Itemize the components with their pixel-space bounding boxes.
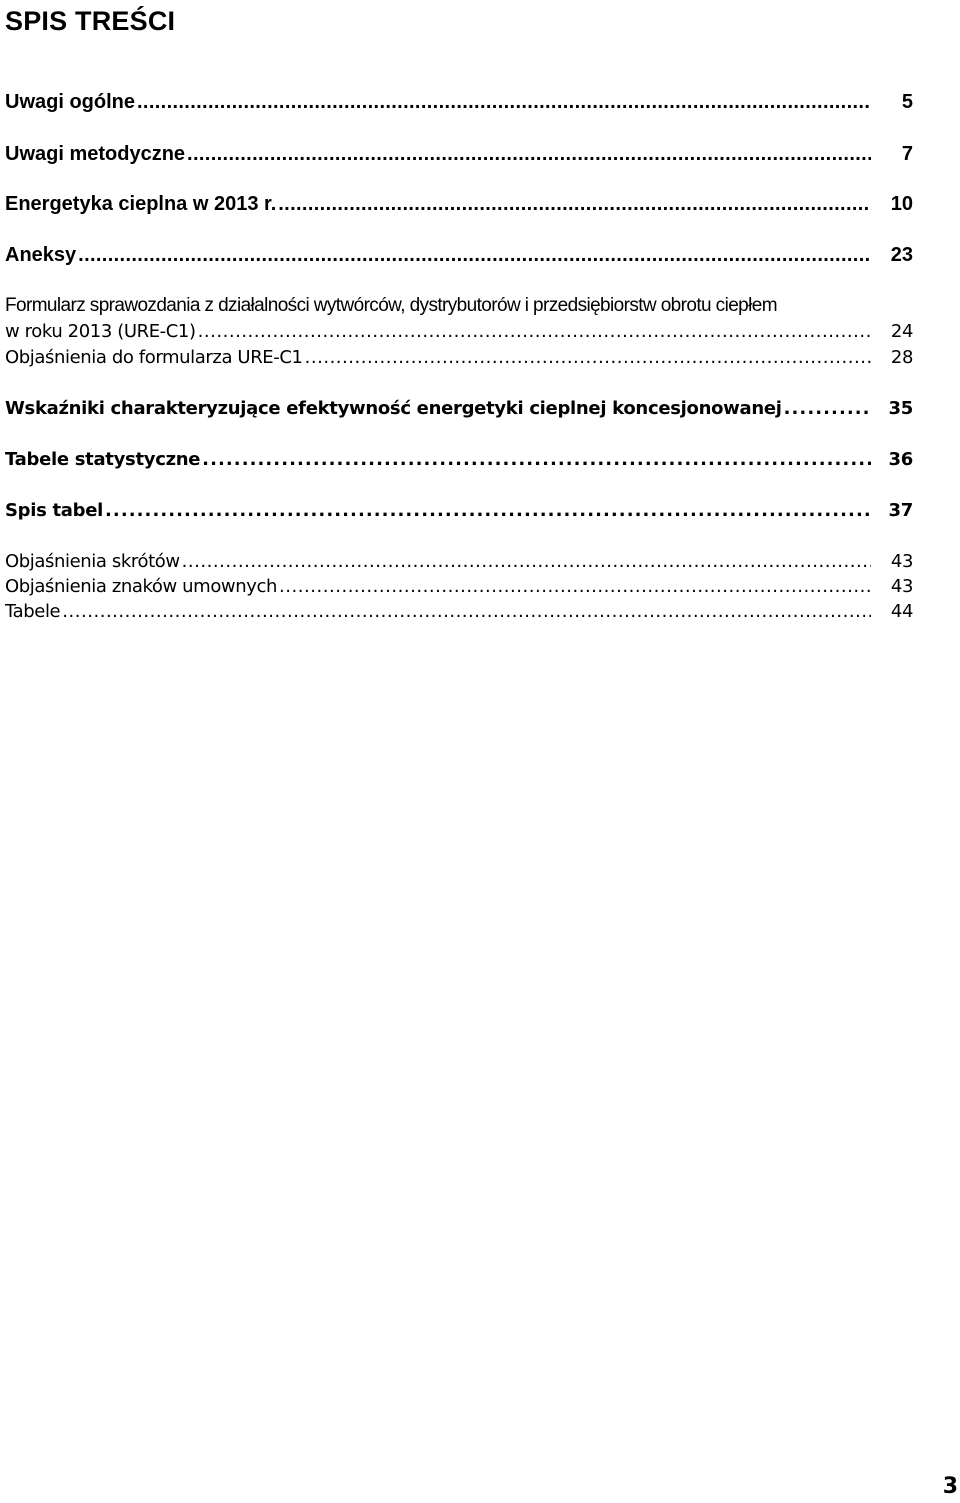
toc-entry-formularz-line2 — [5, 321, 913, 342]
toc-entry-page: 24 — [890, 321, 913, 342]
toc-entry-uwagi-metodyczne[interactable] — [5, 143, 913, 166]
dot-leader — [202, 449, 871, 470]
toc-entry-label: Energetyka cieplna w 2013 r. — [5, 193, 277, 215]
toc-entry-label: Uwagi metodyczne — [5, 143, 186, 165]
page-title: SPIS TREŚCI — [5, 6, 176, 36]
page-number: 3 — [942, 1474, 958, 1499]
dot-leader — [78, 244, 871, 267]
dot-leader — [137, 91, 871, 114]
toc-entry-page: 37 — [888, 500, 913, 521]
toc-entry-label-line1: Formularz sprawozdania z działalności wytwórców, dystrybutorów i przedsiębiorstw obrotu ciepłem — [5, 295, 777, 316]
toc-entry-tabele-statystyczne[interactable] — [5, 449, 913, 470]
dot-leader — [182, 551, 871, 572]
toc-entry-label: Tabele statystyczne — [5, 449, 201, 470]
toc-entry-page: 36 — [888, 449, 913, 470]
toc-entry-tabele[interactable] — [5, 601, 913, 622]
toc-entry-page: 43 — [890, 551, 913, 572]
toc-entry-wskazniki[interactable] — [5, 398, 913, 419]
toc-entry-formularz[interactable] — [5, 295, 913, 342]
toc-entry-energetyka-cieplna[interactable] — [5, 193, 913, 216]
dot-leader — [278, 193, 871, 216]
toc-entry-page: 5 — [901, 91, 913, 113]
toc-entry-page: 44 — [890, 601, 913, 622]
dot-leader — [105, 500, 871, 521]
toc-entry-label: Tabele — [5, 601, 61, 622]
toc-entry-label: Objaśnienia znaków umownych — [5, 576, 278, 597]
toc-entry-objasnienia-formularza[interactable] — [5, 347, 913, 368]
toc-entry-page: 28 — [890, 347, 913, 368]
toc-entry-page: 23 — [890, 244, 913, 266]
toc-entry-label: Objaśnienia skrótów — [5, 551, 180, 572]
toc-entry-page: 10 — [890, 193, 913, 215]
toc-entry-spis-tabel[interactable] — [5, 500, 913, 521]
toc-entry-objasnienia-znakow[interactable] — [5, 576, 913, 597]
dot-leader — [279, 576, 871, 597]
toc-entry-label: Wskaźniki charakteryzujące efektywność energetyki cieplnej koncesjonowanej — [5, 398, 782, 419]
dot-leader — [187, 143, 871, 166]
dot-leader — [62, 601, 871, 622]
toc-entry-label: Uwagi ogólne — [5, 91, 135, 113]
toc-entry-uwagi-ogolne[interactable] — [5, 91, 913, 114]
toc-entry-label: Aneksy — [5, 244, 77, 266]
toc-entry-page: 7 — [901, 143, 913, 165]
toc-entry-objasnienia-skrotow[interactable] — [5, 551, 913, 572]
toc-entry-label: Spis tabel — [5, 500, 104, 521]
toc-entry-page: 43 — [890, 576, 913, 597]
toc-entry-page: 35 — [888, 398, 913, 419]
dot-leader — [784, 398, 871, 419]
toc-entry-label: Objaśnienia do formularza URE-C1 — [5, 347, 303, 368]
toc-entry-label-line2: w roku 2013 (URE-C1) — [5, 321, 196, 342]
dot-leader — [198, 321, 871, 342]
toc-entry-aneksy[interactable] — [5, 244, 913, 267]
dot-leader — [305, 347, 871, 368]
